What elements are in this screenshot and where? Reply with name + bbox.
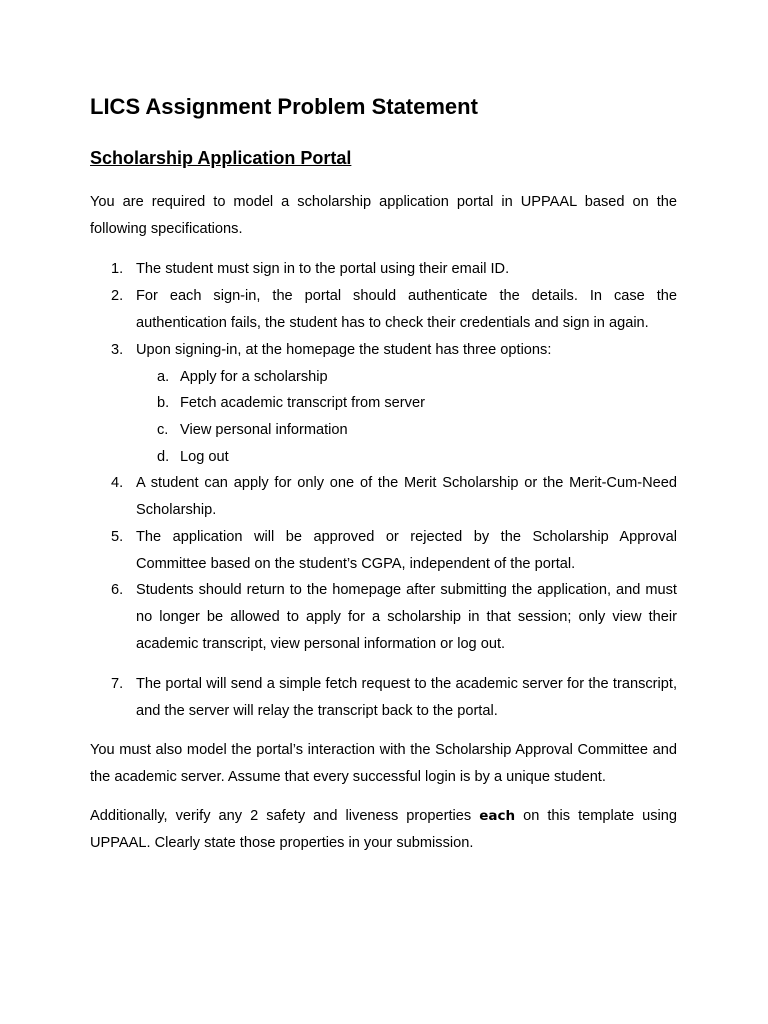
list-item-text: The portal will send a simple fetch request to the academic server for the transcript, and the server will relay the transcript back to the portal. [136, 676, 677, 719]
list-number: 7. [111, 676, 124, 692]
verification-text-start: Additionally, verify any 2 safety and liveness properties [90, 808, 480, 824]
sub-item-text: View personal information [180, 422, 348, 438]
section-heading: Scholarship Application Portal [90, 148, 352, 168]
list-item-text: The student must sign in to the portal using their email ID. [136, 261, 510, 277]
sub-item-d [157, 444, 677, 471]
page-title: LICS Assignment Problem Statement [90, 94, 478, 119]
list-number: 6. [111, 582, 124, 598]
list-number: 4. [111, 475, 124, 491]
list-item-6 [111, 577, 677, 658]
list-item-text: Upon signing-in, at the homepage the student has three options: [136, 342, 552, 358]
sub-item-c [157, 417, 677, 444]
intro-paragraph: You are required to model a scholarship application portal in UPPAAL based on the following specifications. [90, 194, 677, 237]
list-number: 3. [111, 342, 124, 358]
list-item-text: The application will be approved or rejected by the Scholarship Approval Committee based on the student’s CGPA, independent of the portal. [136, 529, 677, 572]
sub-item-a [157, 364, 677, 391]
list-item-5 [111, 524, 677, 578]
list-item-2 [111, 283, 677, 337]
emphasis-each: each [479, 808, 516, 824]
list-number: 1. [111, 261, 124, 277]
list-item-text: A student can apply for only one of the Merit Scholarship or the Merit-Cum-Need Scholarship. [136, 475, 677, 518]
sub-item-text: Fetch academic transcript from server [180, 395, 425, 411]
list-number: 2. [111, 288, 124, 304]
sub-item-text: Log out [180, 449, 229, 465]
interaction-paragraph: You must also model the portal’s interaction with the Scholarship Approval Committee and the academic server. Assume that every successful login is by a unique student. [90, 742, 677, 785]
verification-text-end: on this template using UPPAAL. Clearly state those properties in your submission. [90, 808, 677, 851]
verification-paragraph [90, 803, 677, 857]
list-number: 5. [111, 529, 124, 545]
sub-item-letter: a. [157, 369, 170, 385]
sub-item-letter: b. [157, 395, 170, 411]
list-item-text: For each sign-in, the portal should authenticate the details. In case the authentication fails, the student has to check their credentials and sign in again. [136, 288, 677, 331]
list-item-text: Students should return to the homepage after submitting the application, and must no longer be allowed to apply for a scholarship in that session; only view their academic transcript, view personal information or log out. [136, 582, 677, 652]
sub-item-b [157, 390, 677, 417]
sub-item-letter: d. [157, 449, 170, 465]
sub-item-text: Apply for a scholarship [180, 369, 328, 385]
list-item-7 [111, 671, 677, 725]
list-item-4 [111, 470, 677, 524]
list-item-3 [111, 337, 677, 364]
sub-item-letter: c. [157, 422, 169, 438]
list-item-1 [111, 256, 677, 283]
